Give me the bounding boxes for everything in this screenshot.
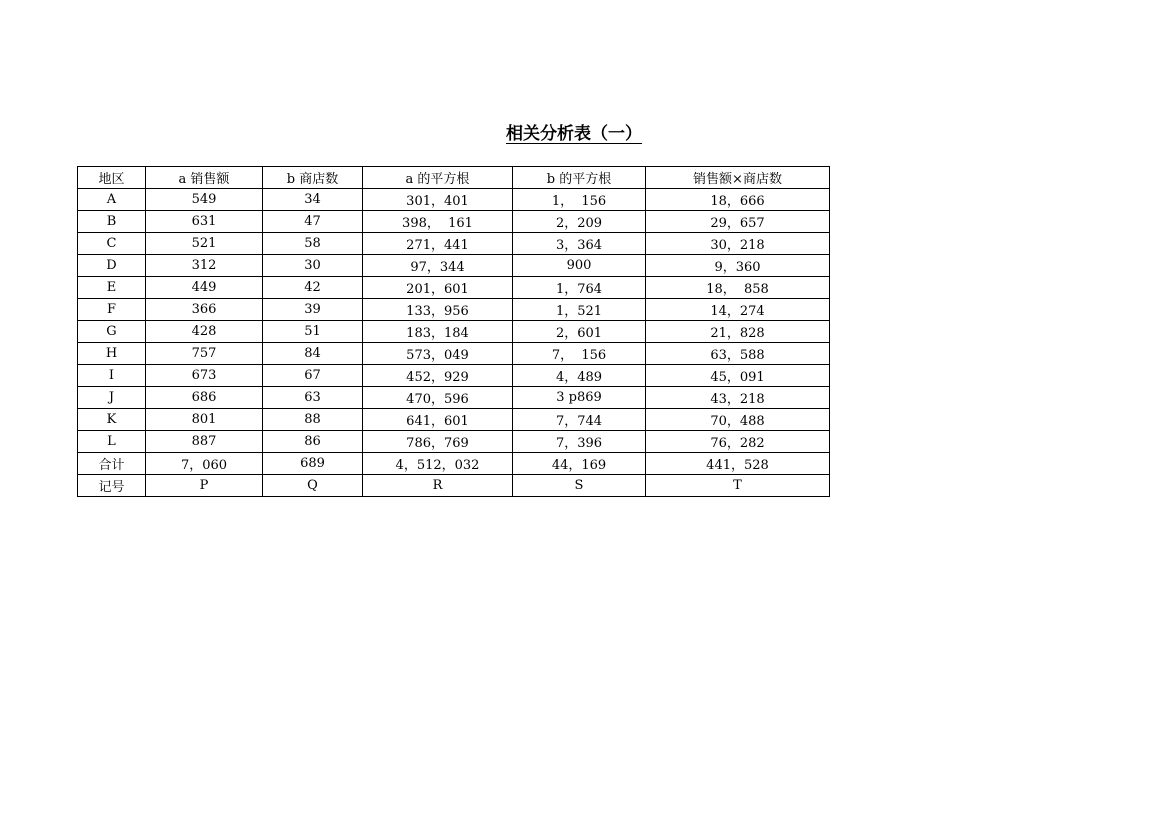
cell-region: 合计 [78,453,146,475]
cell-stores-sqrt: S [513,475,646,497]
cell-product: 30，218 [646,233,830,255]
cell-stores-sqrt: 7，396 [513,431,646,453]
cell-stores: 63 [263,387,363,409]
cell-stores: 67 [263,365,363,387]
table-header-row [78,167,830,189]
header-cell-product: 销售额×商店数 [646,167,830,189]
cell-sales: 7，060 [146,453,263,475]
cell-stores: 47 [263,211,363,233]
cell-sales-sqrt: 271，441 [363,233,513,255]
cell-sales: 521 [146,233,263,255]
cell-product: 14，274 [646,299,830,321]
cell-stores-sqrt: 7，744 [513,409,646,431]
header-cell-region: 地区 [78,167,146,189]
cell-sales-sqrt: 573，049 [363,343,513,365]
cell-sales: 801 [146,409,263,431]
cell-region: I [78,365,146,387]
cell-sales: 887 [146,431,263,453]
cell-sales: 366 [146,299,263,321]
cell-sales-sqrt: 133，956 [363,299,513,321]
cell-product: 9，360 [646,255,830,277]
cell-product: 70，488 [646,409,830,431]
table-row [78,189,830,211]
header-cell-sales: a 销售额 [146,167,263,189]
table-row [78,277,830,299]
cell-sales: 686 [146,387,263,409]
cell-stores-sqrt: 900 [513,255,646,277]
table-row [78,233,830,255]
cell-region: D [78,255,146,277]
cell-stores: 42 [263,277,363,299]
cell-stores: 39 [263,299,363,321]
cell-region: C [78,233,146,255]
table-row [78,409,830,431]
cell-region: K [78,409,146,431]
cell-sales-sqrt: R [363,475,513,497]
header-cell-stores-sqrt: b 的平方根 [513,167,646,189]
cell-sales: 631 [146,211,263,233]
cell-product: 45，091 [646,365,830,387]
cell-stores-sqrt: 4，489 [513,365,646,387]
cell-sales-sqrt: 4，512，032 [363,453,513,475]
table-row [78,255,830,277]
table-row [78,211,830,233]
cell-stores: 86 [263,431,363,453]
cell-sales-sqrt: 398， 161 [363,211,513,233]
cell-region: A [78,189,146,211]
cell-stores-sqrt: 1， 156 [513,189,646,211]
cell-stores-sqrt: 3，364 [513,233,646,255]
cell-stores: 58 [263,233,363,255]
cell-sales: 673 [146,365,263,387]
cell-sales: 549 [146,189,263,211]
cell-product: 18，666 [646,189,830,211]
header-cell-stores: b 商店数 [263,167,363,189]
cell-region: B [78,211,146,233]
table-row [78,365,830,387]
cell-region: H [78,343,146,365]
cell-region: E [78,277,146,299]
cell-region: L [78,431,146,453]
cell-stores: 34 [263,189,363,211]
cell-region: G [78,321,146,343]
cell-stores-sqrt: 2，209 [513,211,646,233]
table-row [78,431,830,453]
table-row [78,387,830,409]
cell-region: J [78,387,146,409]
cell-stores: 689 [263,453,363,475]
cell-region: 记号 [78,475,146,497]
cell-stores-sqrt: 1，521 [513,299,646,321]
cell-stores: 88 [263,409,363,431]
cell-sales-sqrt: 452，929 [363,365,513,387]
cell-sales: 757 [146,343,263,365]
table-row [78,321,830,343]
correlation-table [77,166,830,497]
cell-sales-sqrt: 301，401 [363,189,513,211]
cell-stores: Q [263,475,363,497]
cell-stores-sqrt: 2，601 [513,321,646,343]
cell-sales-sqrt: 470，596 [363,387,513,409]
table-row [78,475,830,497]
cell-sales: 428 [146,321,263,343]
cell-sales: 449 [146,277,263,299]
cell-stores-sqrt: 3 p869 [513,387,646,409]
cell-stores-sqrt: 44，169 [513,453,646,475]
cell-stores: 51 [263,321,363,343]
cell-product: 21，828 [646,321,830,343]
cell-stores: 84 [263,343,363,365]
cell-sales-sqrt: 97，344 [363,255,513,277]
table-row [78,299,830,321]
cell-product: 29，657 [646,211,830,233]
cell-region: F [78,299,146,321]
cell-product: 43，218 [646,387,830,409]
header-cell-sales-sqrt: a 的平方根 [363,167,513,189]
cell-sales-sqrt: 183，184 [363,321,513,343]
cell-stores-sqrt: 1，764 [513,277,646,299]
cell-stores: 30 [263,255,363,277]
cell-product: 63，588 [646,343,830,365]
cell-product: 76，282 [646,431,830,453]
cell-product: T [646,475,830,497]
page-title: 相关分析表（一） [506,124,642,144]
table-row [78,343,830,365]
table-row [78,453,830,475]
cell-product: 18， 858 [646,277,830,299]
cell-product: 441，528 [646,453,830,475]
cell-stores-sqrt: 7， 156 [513,343,646,365]
cell-sales-sqrt: 201，601 [363,277,513,299]
cell-sales-sqrt: 641，601 [363,409,513,431]
cell-sales: 312 [146,255,263,277]
cell-sales-sqrt: 786，769 [363,431,513,453]
cell-sales: P [146,475,263,497]
